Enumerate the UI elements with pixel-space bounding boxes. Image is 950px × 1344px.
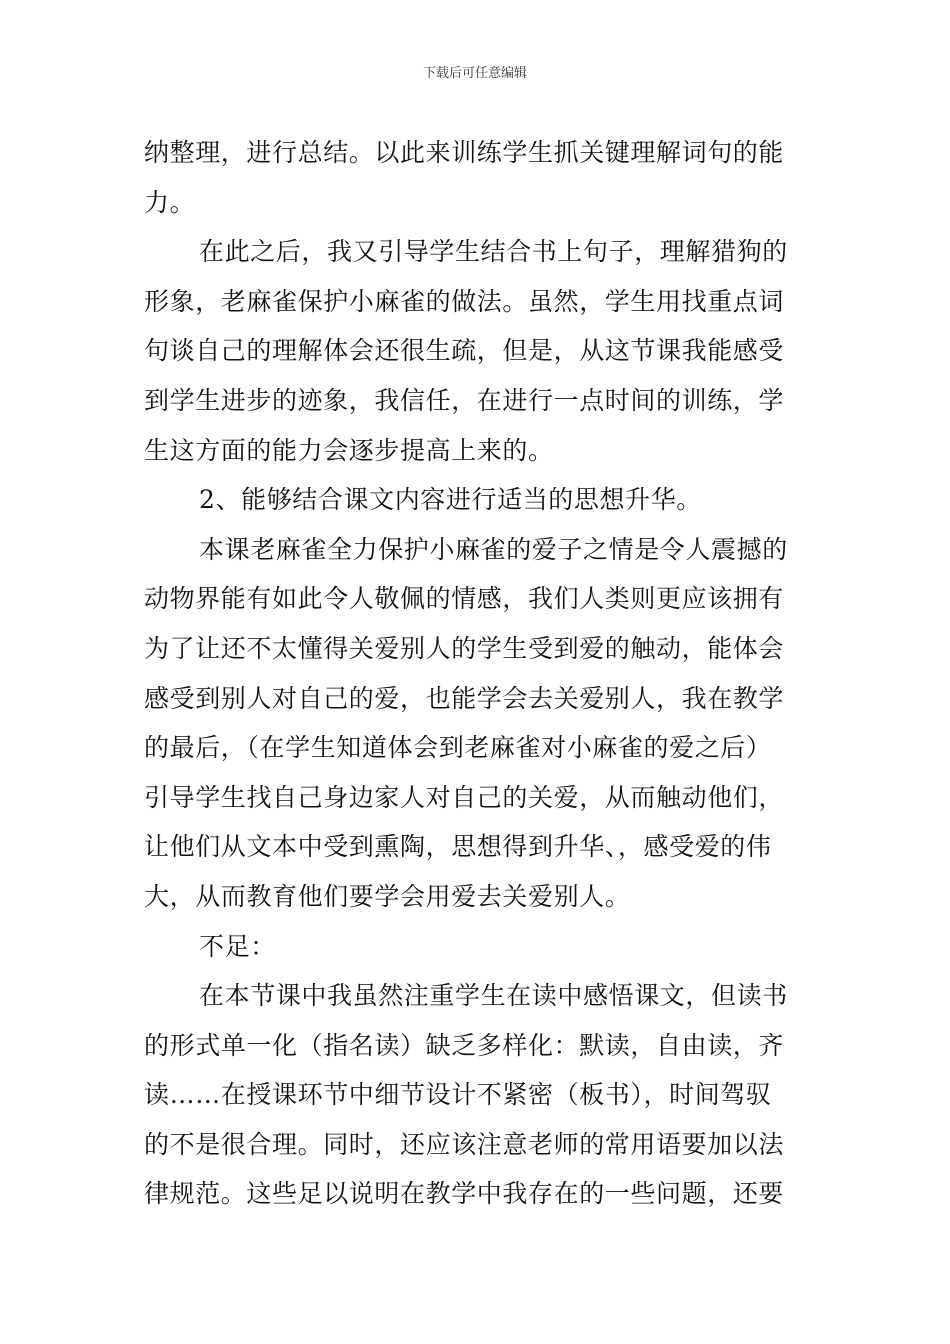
text-line: 在此之后，我又引导学生结合书上句子，理解猎狗的 [199, 237, 788, 267]
text-line: 2、能够结合课文内容进行适当的思想升华。 [199, 485, 702, 515]
text-line: 形象，老麻雀保护小麻雀的做法。虽然，学生用找重点词 [144, 286, 785, 316]
text-line: 引导学生找自己身边家人对自己的关爱，从而触动他们， [144, 782, 785, 812]
text-line: 读……在授课环节中细节设计不紧密（板书），时间驾驭 [144, 1080, 772, 1110]
text-line: 在本节课中我虽然注重学生在读中感悟课文，但读书 [199, 981, 788, 1011]
text-line: 到学生进步的迹象，我信任，在进行一点时间的训练，学 [144, 385, 785, 415]
text-line: 的不是很合理。同时，还应该注意老师的常用语要加以法 [144, 1129, 785, 1159]
text-line: 律规范。这些足以说明在教学中我存在的一些问题，还要 [144, 1179, 785, 1209]
text-line: 的最后，（在学生知道体会到老麻雀对小麻雀的爱之后） [144, 733, 772, 763]
page-header: 下载后可任意编辑 [422, 66, 527, 81]
text-line: 让他们从文本中受到熏陶，思想得到升华、，感受爱的伟 [144, 832, 772, 862]
text-line: 生这方面的能力会逐步提高上来的。 [144, 435, 554, 465]
text-line: 动物界能有如此令人敬佩的情感，我们人类则更应该拥有 [144, 584, 785, 614]
text-line: 纳整理，进行总结。以此来训练学生抓关键理解词句的能 [144, 138, 785, 167]
text-line: 本课老麻雀全力保护小麻雀的爱子之情是令人震撼的 [199, 534, 788, 564]
text-line: 的形式单一化（指名读）缺乏多样化：默读，自由读，齐 [144, 1030, 785, 1060]
text-line: 为了让还不太懂得关爱别人的学生受到爱的触动，能体会 [144, 633, 785, 663]
document-body [144, 128, 809, 1219]
text-line: 力。 [144, 187, 196, 217]
text-line: 感受到别人对自己的爱，也能学会去关爱别人，我在教学 [144, 683, 785, 713]
text-line: 大，从而教育他们要学会用爱去关爱别人。 [144, 881, 631, 911]
text-line: 不足： [199, 931, 276, 961]
text-line: 句谈自己的理解体会还很生疏，但是，从这节课我能感受 [144, 336, 785, 366]
